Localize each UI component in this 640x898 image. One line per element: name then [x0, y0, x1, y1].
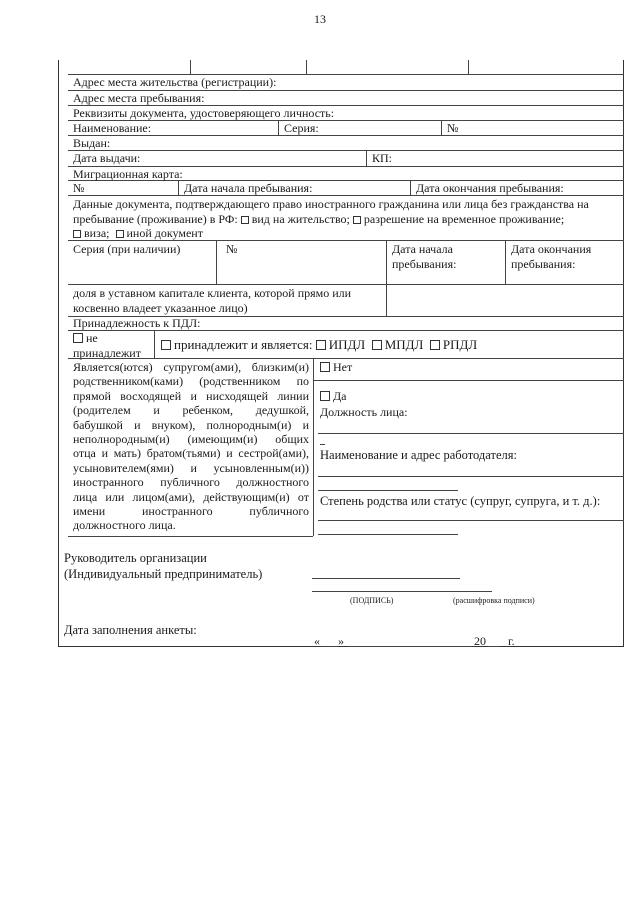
stay-right-fields-row[interactable]: [68, 240, 640, 284]
migration-card-label: Миграционная карта:: [73, 167, 183, 181]
pep-heading-row: [68, 316, 640, 330]
rel-degree-line-1[interactable]: [318, 520, 624, 521]
issue-date-label: Дата выдачи:: [73, 151, 141, 165]
decode-line[interactable]: [312, 591, 492, 592]
issue-date-row[interactable]: [68, 151, 624, 167]
checkbox-temporary-residence[interactable]: [353, 216, 361, 224]
pep-not-option[interactable]: не принадлежит: [73, 331, 141, 360]
stay-right-line1: Данные документа, подтверждающего право иностранного гражданина или лица без гражданства на: [73, 197, 589, 211]
sr-end-label: Дата окончания пребывания:: [511, 242, 592, 271]
date-open-quote: «: [314, 634, 320, 648]
checkbox-visa[interactable]: [73, 230, 81, 238]
relative-divider: [313, 358, 314, 536]
rel-no-option[interactable]: Нет: [320, 360, 352, 375]
checkbox-other-document[interactable]: [116, 230, 124, 238]
stay-right-row: [68, 196, 640, 240]
date-month-line[interactable]: [348, 646, 472, 647]
division-code-label: КП:: [372, 151, 393, 165]
date-year: 20: [474, 634, 486, 648]
pep-options-row: [68, 330, 640, 358]
sr-series-label: Серия (при наличии): [73, 242, 181, 256]
pep-heading: Принадлежность к ПДЛ:: [73, 316, 201, 330]
mc-stay-start-label: Дата начала пребывания:: [184, 181, 313, 195]
doc-name-label: Наименование:: [73, 121, 152, 135]
rel-employer-line-2[interactable]: [318, 490, 458, 491]
date-suffix: г.: [508, 634, 515, 648]
rel-degree-label: Степень родства или статус (супруг, супруга, и т. д.):: [320, 494, 601, 508]
rel-employer-label: Наименование и адрес работодателя:: [320, 448, 517, 462]
sign-caption: (ПОДПИСЬ): [350, 596, 394, 605]
decode-caption: (расшифровка подписи): [453, 596, 535, 605]
rel-employer-line-1[interactable]: [318, 476, 624, 477]
rel-position-line[interactable]: [318, 433, 624, 434]
checkbox-mpdl[interactable]: [372, 340, 382, 350]
issued-by-row[interactable]: [68, 136, 624, 151]
pep-is-option: принадлежит и является: ИПДЛ МПДЛ РПДЛ: [156, 337, 477, 365]
checkbox-rel-yes[interactable]: [320, 391, 330, 401]
date-day-line[interactable]: [321, 646, 337, 647]
issued-by-label: Выдан:: [73, 136, 111, 150]
date-label: Дата заполнения анкеты:: [64, 623, 197, 637]
share-text: доля в уставном капитале клиента, которой прямо или косвенно владеет указанное лицо): [73, 286, 352, 315]
relative-description: Является(ются) супругом(ами), близким(и) родственником(ками) (родственником по прямой восходящей и нисходящей линии (родителем и ребенком, дедушкой, бабушкой и внуком), полнородным(и) и неполнородным(и) (имеющим(и) общих отца и мать) братом(тьями) и сестрой(ами), усыновителем(ями) и усыновленным(и)) иностранного публичного должностного лица или лицом(ами), действующим(и) от имени иностранного публичного должностного лица.: [73, 360, 309, 533]
mc-stay-end-label: Дата окончания пребывания:: [416, 181, 564, 195]
date-year-line[interactable]: [488, 646, 500, 647]
doc-number-label: №: [447, 121, 459, 135]
stay-right-line2: пребывание (проживание) в РФ: вид на жительство; разрешение на временное проживание;: [73, 212, 565, 226]
checkbox-pep-not[interactable]: [73, 333, 83, 343]
stay-address-row[interactable]: [68, 91, 624, 106]
sr-number-label: №: [226, 242, 238, 256]
doc-name-row[interactable]: [68, 121, 624, 136]
checkbox-ipdl[interactable]: [316, 340, 326, 350]
id-document-label: Реквизиты документа, удостоверяющего личность:: [73, 106, 335, 120]
date-close-quote: »: [338, 634, 344, 648]
stay-address-label: Адрес места пребывания:: [73, 91, 205, 105]
doc-series-label: Серия:: [284, 121, 319, 135]
id-document-row: [68, 106, 624, 121]
stay-right-line3: виза; иной документ: [68, 226, 203, 241]
residence-address-label: Адрес места жительства (регистрации):: [73, 75, 277, 89]
page-number: 13: [314, 12, 326, 26]
top-partial-row: [68, 60, 624, 75]
rel-degree-line-2[interactable]: [318, 534, 458, 535]
checkbox-rel-no[interactable]: [320, 362, 330, 372]
residence-address-row[interactable]: [68, 75, 624, 91]
signature-line[interactable]: [312, 578, 460, 579]
checkbox-rpdl[interactable]: [430, 340, 440, 350]
migration-card-row: [68, 167, 624, 181]
checkbox-residence-permit[interactable]: [241, 216, 249, 224]
signature-head: Руководитель организации (Индивидуальный предприниматель): [64, 551, 263, 581]
rel-yes-option[interactable]: Да: [320, 389, 347, 404]
sr-start-label: Дата начала пребывания:: [392, 242, 457, 271]
migration-card-fields-row[interactable]: [68, 181, 624, 196]
checkbox-pep-is[interactable]: [161, 340, 171, 350]
rel-position-label: Должность лица:: [320, 405, 408, 419]
share-row[interactable]: [68, 284, 640, 316]
mc-number-label: №: [73, 181, 85, 195]
